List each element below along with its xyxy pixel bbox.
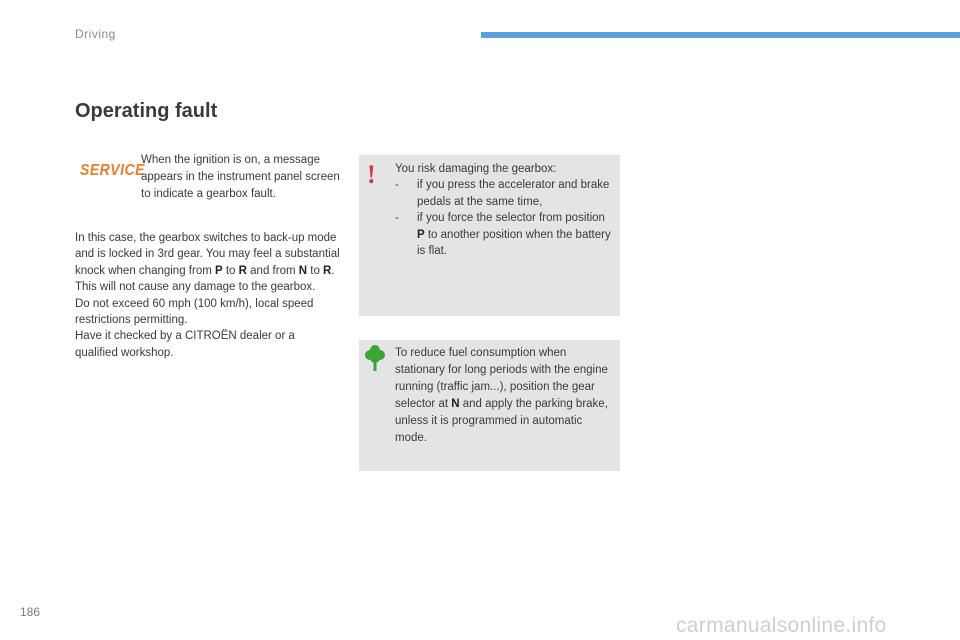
intro-text: When the ignition is on, a message appears in the instrument panel screen to indicate a gearbox fault.	[141, 154, 340, 200]
body-paragraph-1: In this case, the gearbox switches to back-up mode and is locked in 3rd gear. You may feel a substantial knock when changing from P to R and from N to R. This will not cause any damage to the gearbox.	[75, 232, 340, 294]
warning-intro: You risk damaging the gearbox:	[395, 163, 557, 175]
warning-list	[395, 177, 615, 259]
watermark: carmanualsonline.info	[676, 614, 887, 637]
page-title: Operating fault	[75, 100, 218, 122]
eco-tree-icon	[365, 344, 385, 372]
page-number: 186	[20, 605, 41, 619]
header-accent-bar	[481, 32, 960, 38]
body-paragraph-2: Do not exceed 60 mph (100 km/h), local speed restrictions permitting.	[75, 297, 314, 327]
eco-text: To reduce fuel consumption when stationary for long periods with the engine running (traffic jam...), position the gear selector at N and apply the parking brake, unless it is programmed in automatic mode.	[395, 347, 608, 444]
body-text	[75, 230, 340, 361]
list-item: - if you press the accelerator and brake pedals at the same time,	[395, 179, 610, 208]
warning-text	[395, 161, 615, 259]
body-paragraph-3: Have it checked by a CITROËN dealer or a qualified workshop.	[75, 330, 295, 359]
warning-note	[359, 155, 620, 316]
service-warning-icon: SERVICE	[80, 159, 145, 179]
eco-note	[359, 340, 620, 471]
section-label: Driving	[75, 27, 116, 41]
exclamation-icon: !	[367, 160, 376, 189]
list-item: - if you force the selector from position P to another position when the battery is flat.	[395, 212, 611, 258]
